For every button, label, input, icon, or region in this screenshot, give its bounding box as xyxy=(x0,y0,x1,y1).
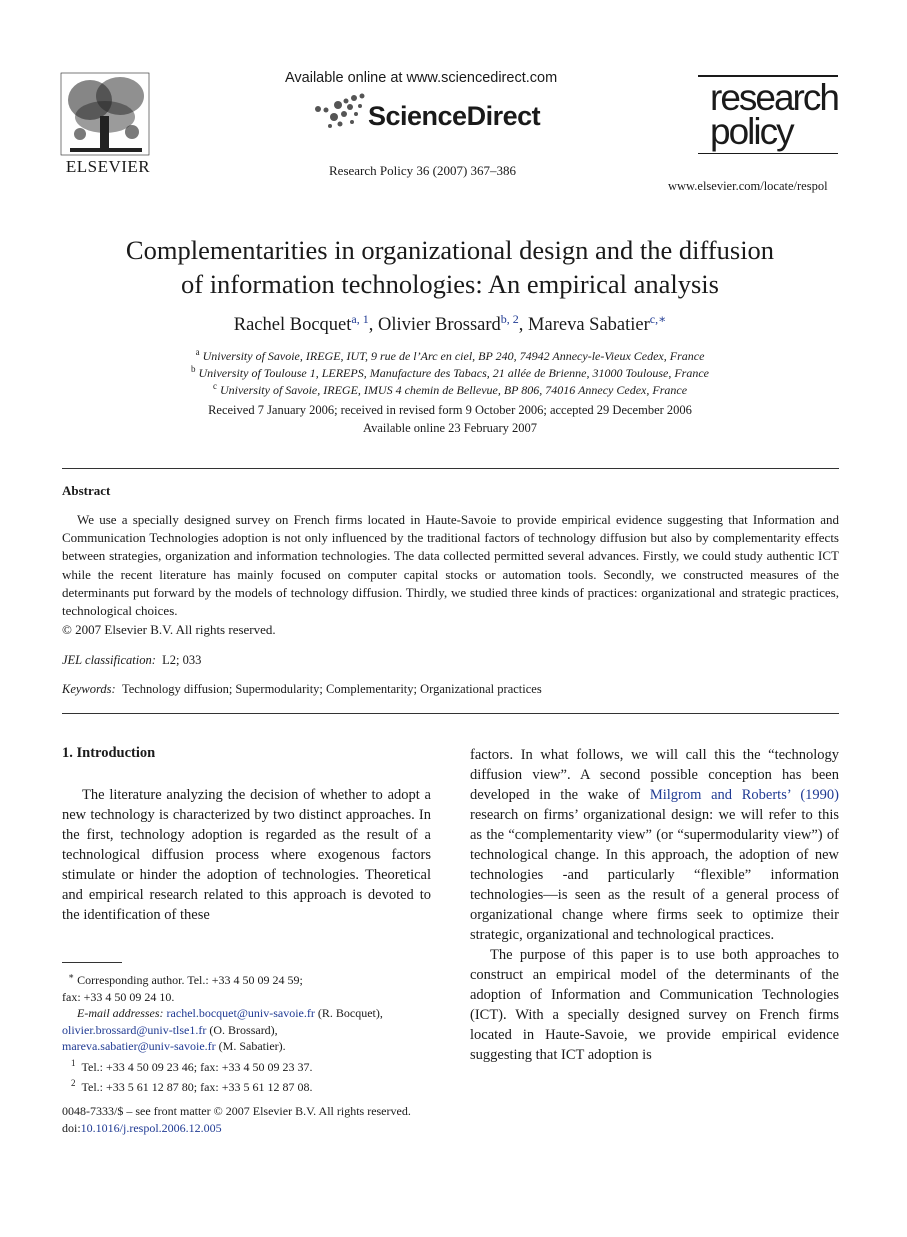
abstract-copyright: © 2007 Elsevier B.V. All rights reserved. xyxy=(62,622,276,637)
paragraph xyxy=(470,745,839,945)
journal-logo-line2: policy xyxy=(710,111,793,152)
author-separator: , xyxy=(518,315,529,336)
body-column-left xyxy=(62,785,431,925)
author-name: Olivier Brossard xyxy=(377,315,501,336)
sciencedirect-wordmark: ScienceDirect xyxy=(368,101,541,131)
divider xyxy=(62,468,839,469)
author-affiliation-mark[interactable]: a, 1 xyxy=(351,312,369,326)
email-link[interactable]: rachel.bocquet@univ-savoie.fr xyxy=(166,1006,315,1020)
journal-reference: Research Policy 36 (2007) 367–386 xyxy=(329,163,517,178)
author-separator: , xyxy=(368,315,378,336)
available-online-text[interactable]: Available online at www.sciencedirect.com xyxy=(285,70,558,86)
affiliation-text: University of Toulouse 1, LEREPS, Manufacture des Tabacs, 21 allée de Brienne, 31000 Toulouse, France xyxy=(198,366,709,380)
title-line-2: of information technologies: An empirical analysis xyxy=(181,269,719,299)
footnote-mark: 1 xyxy=(71,1057,76,1068)
affiliation-label: c xyxy=(212,381,217,391)
keywords xyxy=(62,682,542,697)
affiliation xyxy=(60,381,840,398)
footnote-corresponding xyxy=(62,968,442,1096)
footnote-mark: 2 xyxy=(71,1078,76,1088)
body-column-right xyxy=(470,745,839,1065)
email-owner: (O. Brossard), xyxy=(209,1022,278,1037)
divider xyxy=(62,713,839,714)
received-dates: Received 7 January 2006; received in revised form 9 October 2006; accepted 29 December 2006 xyxy=(208,403,692,417)
doi-label: doi: xyxy=(62,1121,81,1135)
issn-line: 0048-7333/$ – see front matter © 2007 Elsevier B.V. All rights reserved. xyxy=(62,1104,411,1118)
footnote-divider xyxy=(62,962,122,963)
keywords-label: Keywords: xyxy=(62,682,116,696)
affiliation-text: University of Savoie, IREGE, IUT, 9 rue de l’Arc en ciel, BP 240, 74942 Annecy-le-Vieux Cedex, France xyxy=(202,349,705,363)
paragraph-text: factors. In what follows, we will call this the “technology diffusion view”. A second possible conception has been developed in the wake of xyxy=(470,747,839,803)
affiliation xyxy=(60,347,840,364)
available-online-date: Available online 23 February 2007 xyxy=(362,421,538,435)
journal-logo xyxy=(698,75,838,154)
journal-logo-line1: research xyxy=(710,77,838,118)
paragraph: The purpose of this paper is to use both approaches to construct an empirical model of the determinants of the adoption of Information and Communication Technologies (ICT). With a specially designed survey on French firms located in Haute-Savoie, we provide empirical evidence suggesting that ICT adoption is xyxy=(470,947,839,1063)
footnote-text: Corresponding author. Tel.: +33 4 50 09 24 59; xyxy=(77,973,303,987)
email-owner: (M. Sabatier). xyxy=(218,1039,286,1053)
paragraph: The literature analyzing the decision of whether to adopt a new technology is characterized by two distinct approaches. In the first, technology adoption is regarded as the result of a technological diffusion process where exogenous factors stimulate or hinder the adoption of technologies. Theoretical and empirical research related to this approach is devoted to the identification of these xyxy=(62,787,431,923)
author-affiliation-mark[interactable]: c,∗ xyxy=(649,312,667,326)
jel-value: L2; 033 xyxy=(162,653,202,667)
abstract-heading: Abstract xyxy=(62,483,111,498)
doi-line xyxy=(62,1120,411,1137)
abstract-text: We use a specially designed survey on French firms located in Haute-Savoie to provide empirical evidence suggesting that Information and Communication Technologies adoption is not only influenced by the traditional factors of technology diffusion but also by complementarity effects between strategies, organization and information technologies. The data collected permitted several advances. Firstly, we could study authentic ICT while the recent literature has mainly focused on computer capital stocks or automation tools. Secondly, we constructed measures of the determinants put forward by the models of technology diffusion. Thirdly, we studied three kinds of practices: organizational and strategic practices, technological choices. xyxy=(62,512,839,619)
paragraph-text: research on firms’ organizational design: we will refer to this as the “complementarity view” (or “supermodularity view”) of technological change. In this approach, the adoption of new technologies -and particularly “flexible” information technologies—is seen as the result of a general process of organizational change where firms seek to optimize their strategic, organizational and technological practices. xyxy=(470,807,839,943)
author-list xyxy=(60,312,840,336)
footnote-mark: ∗ xyxy=(68,971,75,981)
section-heading: 1. Introduction xyxy=(62,745,156,761)
email-owner: (R. Bocquet), xyxy=(317,1006,383,1020)
email-link[interactable]: olivier.brossard@univ-tlse1.fr xyxy=(62,1022,207,1037)
affiliation-text: University of Savoie, IREGE, IMUS 4 chemin de Bellevue, BP 806, 74016 Annecy Cedex, France xyxy=(219,383,688,397)
front-matter xyxy=(62,1103,411,1137)
publisher-name: ELSEVIER xyxy=(65,157,151,176)
jel-classification xyxy=(62,653,201,668)
title-line-1: Complementarities in organizational design and the diffusion xyxy=(125,235,775,265)
keywords-value: Technology diffusion; Supermodularity; Complementarity; Organizational practices xyxy=(121,682,542,696)
jel-label: JEL classification: xyxy=(62,653,156,667)
author-name: Mareva Sabatier xyxy=(528,315,650,336)
citation-link[interactable]: Milgrom and Roberts’ (1990) xyxy=(649,787,839,803)
affiliation xyxy=(60,364,840,381)
author-name: Rachel Bocquet xyxy=(233,315,352,336)
author-affiliation-mark[interactable]: b, 2 xyxy=(500,312,519,326)
email-link[interactable]: mareva.sabatier@univ-savoie.fr xyxy=(62,1039,216,1053)
affiliation-label: b xyxy=(190,364,196,374)
affiliation-label: a xyxy=(195,347,200,357)
footnote-text: fax: +33 4 50 09 24 10. xyxy=(62,989,175,1004)
footnote-text: Tel.: +33 5 61 12 87 80; fax: +33 5 61 12 87 08. xyxy=(81,1080,313,1094)
doi-link[interactable]: 10.1016/j.respol.2006.12.005 xyxy=(80,1121,222,1135)
journal-url[interactable]: www.elsevier.com/locate/respol xyxy=(668,179,828,193)
email-label: E-mail addresses: xyxy=(77,1006,164,1020)
article-title xyxy=(60,233,840,301)
sciencedirect-dots-icon xyxy=(310,92,370,132)
footnote-text: Tel.: +33 4 50 09 23 46; fax: +33 4 50 09 23 37. xyxy=(81,1059,313,1074)
